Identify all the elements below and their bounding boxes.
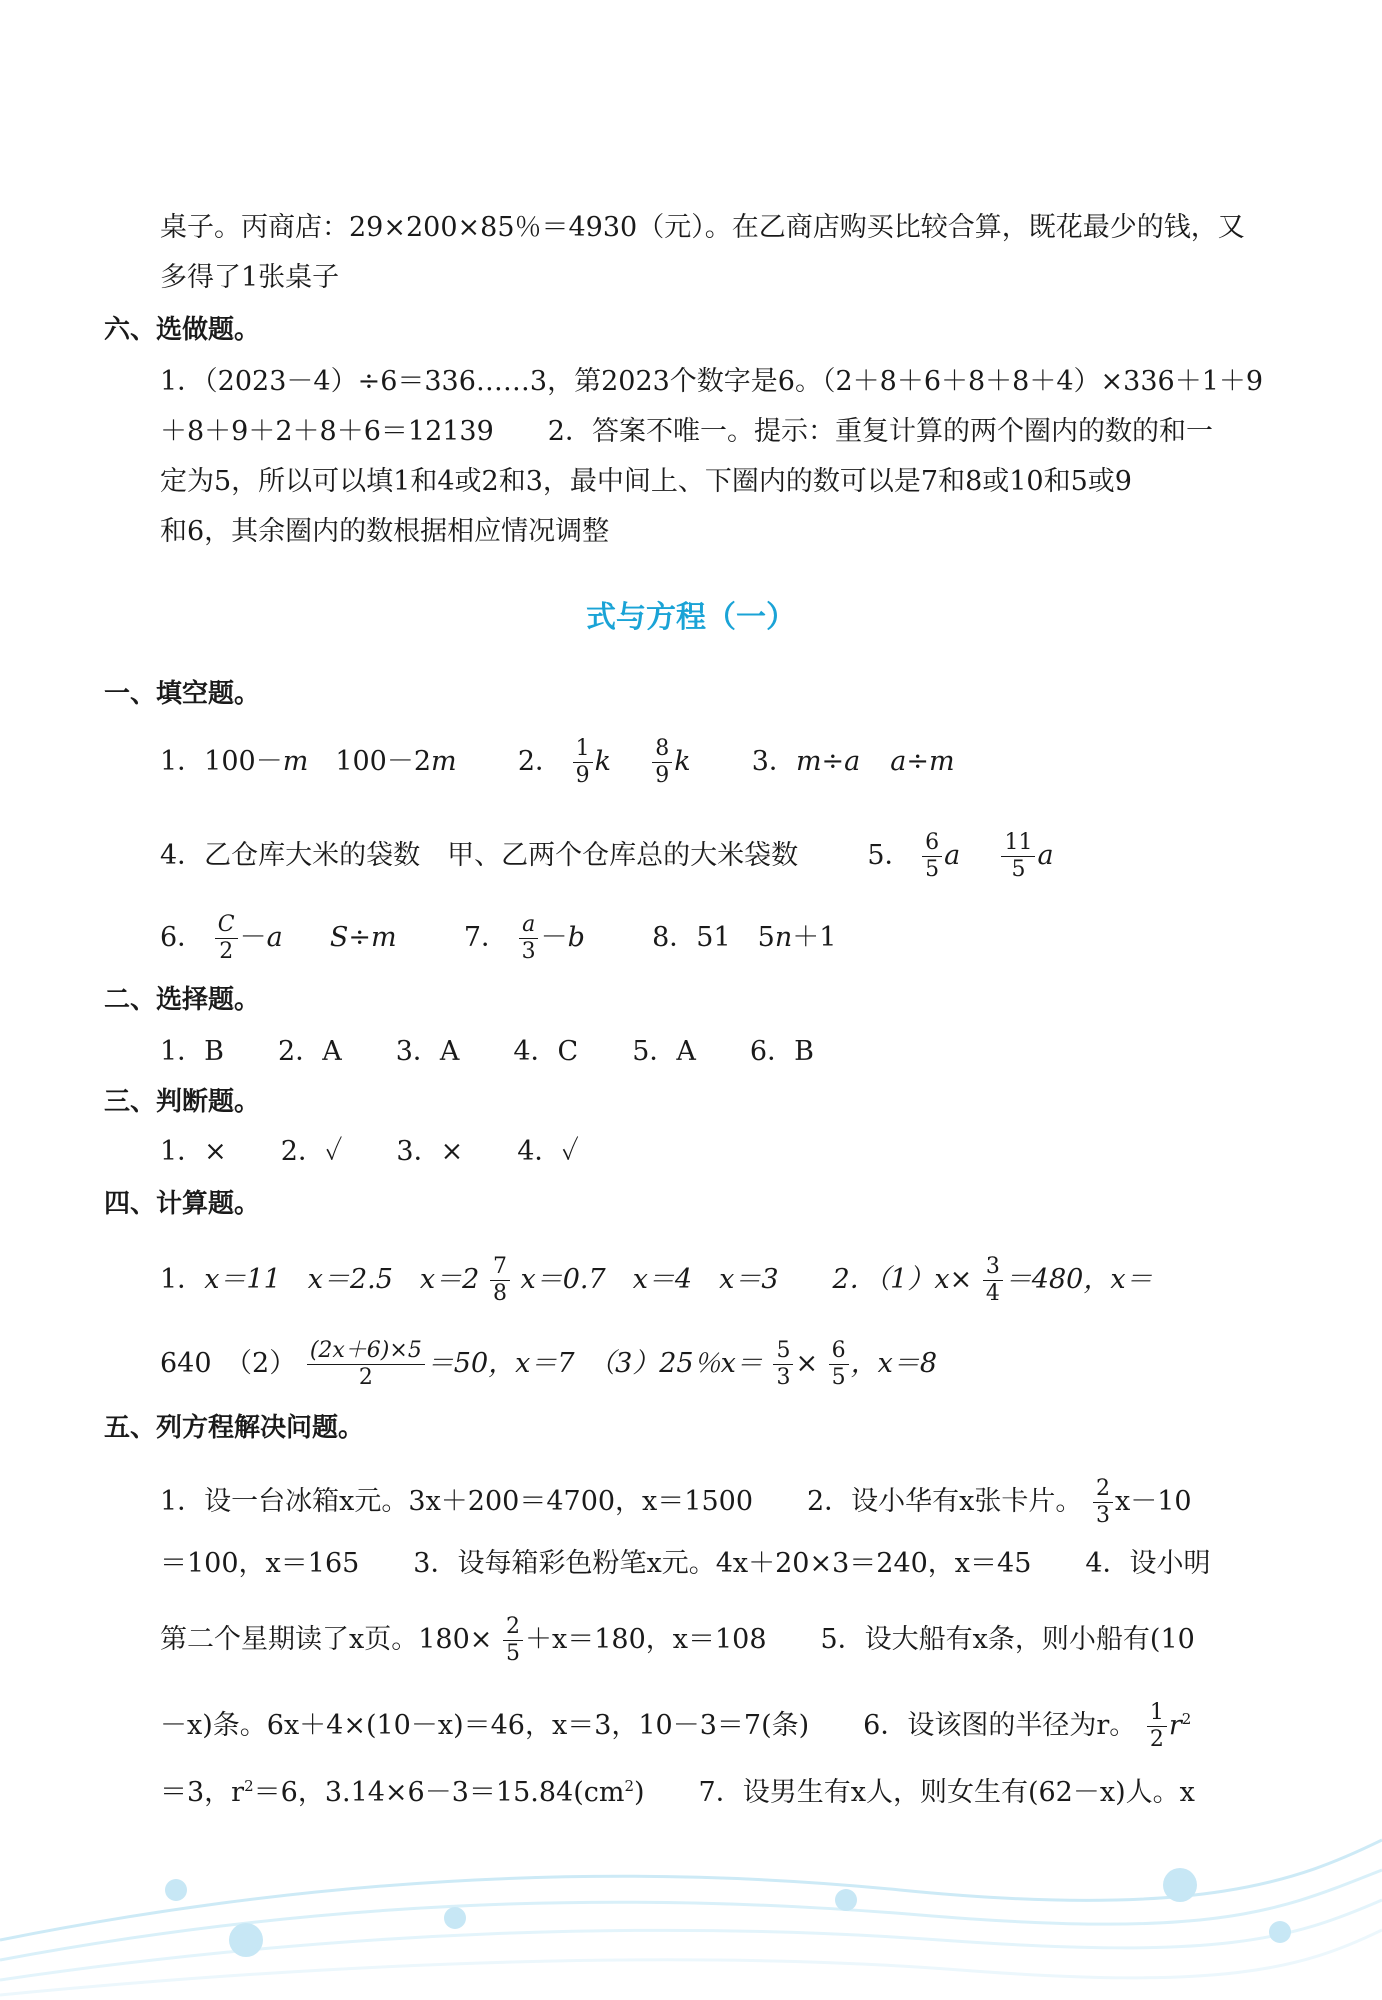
fraction: $\frac{1}{2}$ xyxy=(1147,1700,1167,1753)
text-line: 定为5，所以可以填1和4或2和3，最中间上、下圈内的数可以是7和8或10和5或9 xyxy=(160,466,1132,497)
fraction: $\frac{3}{4}$ xyxy=(983,1254,1003,1307)
fraction: $\frac{a}{3}$ xyxy=(519,912,539,965)
section-heading-6: 六、选做题。 xyxy=(104,315,261,345)
fraction: $\frac{6}{5}$ xyxy=(922,830,942,883)
fraction: $\frac{(2x+6)\times 5}{2}$ xyxy=(307,1338,425,1391)
dot xyxy=(1163,1868,1197,1902)
fraction: $\frac{6}{5}$ xyxy=(829,1338,849,1391)
dot xyxy=(165,1879,187,1901)
wave-decoration xyxy=(0,1820,1382,2000)
section-heading-5: 五、列方程解决问题。 xyxy=(104,1413,365,1443)
section-heading-1: 一、填空题。 xyxy=(104,679,261,709)
answer-line: 1．× 2．✓ 3．× 4．✓ xyxy=(160,1136,579,1167)
page-title: 式与方程（一） xyxy=(586,600,796,635)
text-line: 多得了1张桌子 xyxy=(160,262,340,293)
text-line: ＋8＋9＋2＋8＋6＝12139 2．答案不唯一。提示：重复计算的两个圈内的数的和一 xyxy=(160,416,1213,447)
fraction: $\frac{C}{2}$ xyxy=(215,912,238,965)
answer-line: －x)条。6x＋4×(10－x)＝46，x＝3，10－3＝7(条) 6．设该图的半径为r。 $\frac{1}{2}$ $r^2$ xyxy=(160,1700,1192,1752)
answer-line: 640 （2） $\frac{(2x+6)\times 5}{2}$ ＝50，x＝7 （3）25％x＝ $\frac{5}{3}$ × $\frac{6}{5}$ ，x＝8 xyxy=(160,1338,938,1390)
section-heading-3: 三、判断题。 xyxy=(104,1087,261,1117)
fraction: $\frac{2}{5}$ xyxy=(503,1614,523,1667)
dot xyxy=(229,1923,263,1957)
text-line: 桌子。丙商店：29×200×85％＝4930（元）。在乙商店购买比较合算，既花最少的钱，又 xyxy=(160,212,1245,243)
text-line: 和6，其余圈内的数根据相应情况调整 xyxy=(160,516,610,547)
dot xyxy=(835,1889,857,1911)
dot xyxy=(444,1907,466,1929)
answer-line: 1．B 2．A 3．A 4．C 5．A 6．B xyxy=(160,1036,814,1067)
answer-line: ＝100，x＝165 3．设每箱彩色粉笔x元。4x＋20×3＝240，x＝45 4．设小明 xyxy=(160,1548,1211,1579)
fraction: $\frac{1}{9}$ xyxy=(573,736,593,789)
section-heading-4: 四、计算题。 xyxy=(104,1189,261,1219)
answer-line: ＝3，$r^2=6$，$3.14\times 6-3=15.84(cm^2)$ 7．设男生有x人，则女生有(62－x)人。x xyxy=(160,1777,1195,1808)
answer-line: 1．x＝11 x＝2.5 x＝2 $\frac{7}{8}$ x＝0.7 x＝4 x＝3 2．（1）x× $\frac{3}{4}$ ＝480，x＝ xyxy=(160,1254,1153,1306)
answer-line: 6． $\frac{C}{2}$ －a S÷m 7． $\frac{a}{3}$ －b 8．51 5n＋1 xyxy=(160,912,837,964)
answer-line: 1．设一台冰箱x元。3x＋200＝4700，x＝1500 2．设小华有x张卡片。 $\frac{2}{3}$ x－10 xyxy=(160,1476,1192,1528)
fraction: $\frac{7}{8}$ xyxy=(490,1254,510,1307)
dot xyxy=(1269,1921,1291,1943)
text-line: 1．（2023－4）÷6＝336……3，第2023个数字是6。（2＋8＋6＋8＋8＋4）×336＋1＋9 xyxy=(160,366,1264,397)
section-heading-2: 二、选择题。 xyxy=(104,985,261,1015)
answer-line: 4．乙仓库大米的袋数 甲、乙两个仓库总的大米袋数 5． $\frac{6}{5}$ a $\frac{11}{5}$ a xyxy=(160,830,1054,882)
fraction: $\frac{8}{9}$ xyxy=(652,736,672,789)
answer-line: 第二个星期读了x页。180× $\frac{2}{5}$ ＋x＝180，x＝108 5．设大船有x条，则小船有(10 xyxy=(160,1614,1195,1666)
fraction: $\frac{5}{3}$ xyxy=(773,1338,793,1391)
fraction: $\frac{11}{5}$ xyxy=(1001,830,1035,883)
fraction: $\frac{2}{3}$ xyxy=(1093,1476,1113,1529)
answer-line: 1．100－m 100－2m 2． $\frac{1}{9}$ k $\frac{8}{9}$ k 3．m÷a a÷m xyxy=(160,736,955,788)
